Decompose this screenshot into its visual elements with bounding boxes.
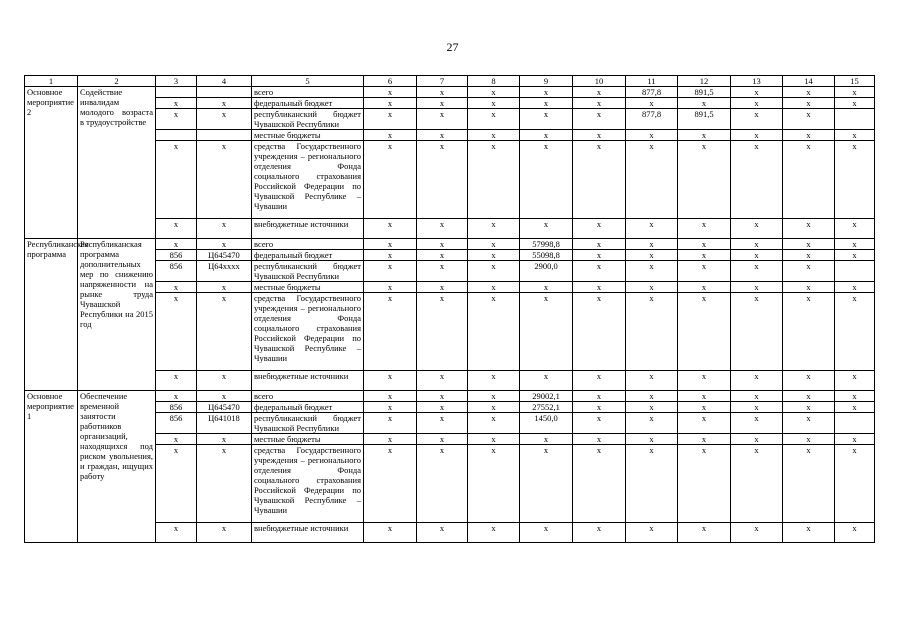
funding-source-cell: федеральный бюджет xyxy=(252,98,364,109)
code-cell: Ц64хххх xyxy=(197,261,252,282)
code-cell: x xyxy=(156,219,197,239)
value-cell: x xyxy=(520,141,573,219)
value-cell: x xyxy=(626,413,678,434)
value-cell: x xyxy=(520,434,573,445)
value-cell: x xyxy=(731,109,783,130)
value-cell: 27552,1 xyxy=(520,402,573,413)
funding-source-cell: всего xyxy=(252,391,364,402)
value-cell: x xyxy=(731,523,783,543)
measure-name-cell: Республиканская программа xyxy=(25,239,78,391)
value-cell: x xyxy=(783,87,835,98)
value-cell: x xyxy=(783,413,835,434)
value-cell: x xyxy=(678,413,731,434)
value-cell: x xyxy=(573,402,626,413)
code-cell: x xyxy=(197,141,252,219)
value-cell: 57998,8 xyxy=(520,239,573,250)
value-cell: x xyxy=(417,130,468,141)
value-cell: x xyxy=(468,293,520,371)
code-cell: x xyxy=(197,293,252,371)
value-cell: x xyxy=(573,445,626,523)
code-cell: x xyxy=(156,371,197,391)
value-cell: x xyxy=(835,434,875,445)
code-cell: x xyxy=(156,293,197,371)
value-cell: x xyxy=(573,434,626,445)
value-cell: x xyxy=(783,239,835,250)
value-cell: x xyxy=(417,523,468,543)
value-cell: x xyxy=(417,282,468,293)
value-cell: x xyxy=(783,434,835,445)
value-cell: x xyxy=(364,282,417,293)
funding-source-cell: всего xyxy=(252,87,364,98)
code-cell: 856 xyxy=(156,261,197,282)
code-cell: x xyxy=(156,141,197,219)
table-row xyxy=(25,391,875,402)
value-cell: x xyxy=(731,413,783,434)
code-cell: x xyxy=(197,239,252,250)
value-cell: x xyxy=(468,371,520,391)
value-cell: x xyxy=(783,130,835,141)
value-cell: x xyxy=(835,219,875,239)
value-cell: x xyxy=(626,250,678,261)
value-cell: x xyxy=(783,141,835,219)
measure-description-cell: Обеспечение временной занятости работников организаций, находящихся под риском увольнения, и граждан, ищущих работу xyxy=(78,391,156,543)
value-cell: x xyxy=(417,109,468,130)
value-cell: x xyxy=(678,293,731,371)
value-cell: x xyxy=(626,130,678,141)
value-cell: x xyxy=(417,219,468,239)
value-cell: x xyxy=(364,445,417,523)
funding-source-cell: внебюджетные источники xyxy=(252,219,364,239)
value-cell: x xyxy=(731,141,783,219)
funding-source-cell: средства Государственного учреждения – регионального отделения Фонда социального страхования Российской Федерации по Чувашской Республике – Чувашии xyxy=(252,141,364,219)
value-cell: x xyxy=(364,219,417,239)
funding-source-cell: местные бюджеты xyxy=(252,130,364,141)
value-cell: 1450,0 xyxy=(520,413,573,434)
value-cell: x xyxy=(573,87,626,98)
funding-source-cell: средства Государственного учреждения – регионального отделения Фонда социального страхования Российской Федерации по Чувашской Республике – Чувашии xyxy=(252,293,364,371)
value-cell: x xyxy=(364,261,417,282)
measure-name-cell: Основное мероприятие 2 xyxy=(25,87,78,239)
funding-source-cell: федеральный бюджет xyxy=(252,402,364,413)
value-cell: x xyxy=(468,445,520,523)
value-cell: x xyxy=(783,282,835,293)
value-cell: 891,5 xyxy=(678,87,731,98)
value-cell: x xyxy=(731,130,783,141)
value-cell: 29002,1 xyxy=(520,391,573,402)
value-cell: x xyxy=(835,523,875,543)
code-cell: x xyxy=(197,391,252,402)
value-cell: x xyxy=(468,219,520,239)
value-cell: x xyxy=(731,282,783,293)
header-cell: 14 xyxy=(783,76,835,87)
value-cell: x xyxy=(835,98,875,109)
value-cell: x xyxy=(364,109,417,130)
value-cell xyxy=(835,261,875,282)
code-cell: x xyxy=(156,391,197,402)
value-cell: x xyxy=(835,141,875,219)
code-cell: x xyxy=(197,282,252,293)
value-cell: x xyxy=(468,434,520,445)
value-cell: x xyxy=(364,523,417,543)
value-cell: x xyxy=(573,130,626,141)
value-cell: x xyxy=(468,523,520,543)
code-cell xyxy=(197,87,252,98)
value-cell: x xyxy=(835,130,875,141)
value-cell: x xyxy=(364,98,417,109)
value-cell: x xyxy=(520,293,573,371)
value-cell: x xyxy=(573,282,626,293)
code-cell: x xyxy=(156,239,197,250)
measure-description-cell: Содействие инвалидам молодого возраста в трудоустройстве xyxy=(78,87,156,239)
value-cell: x xyxy=(573,250,626,261)
value-cell: x xyxy=(364,141,417,219)
header-cell: 7 xyxy=(417,76,468,87)
value-cell: 877,8 xyxy=(626,109,678,130)
budget-table xyxy=(24,75,875,543)
funding-source-cell: всего xyxy=(252,239,364,250)
funding-source-cell: республиканский бюджет Чувашской Республики xyxy=(252,109,364,130)
value-cell: x xyxy=(468,402,520,413)
value-cell: x xyxy=(626,282,678,293)
value-cell: x xyxy=(468,87,520,98)
value-cell: x xyxy=(678,391,731,402)
value-cell: x xyxy=(520,282,573,293)
value-cell: x xyxy=(678,434,731,445)
table-row xyxy=(25,87,875,98)
value-cell: x xyxy=(731,250,783,261)
value-cell: x xyxy=(417,141,468,219)
value-cell: x xyxy=(573,523,626,543)
value-cell: x xyxy=(364,293,417,371)
value-cell: x xyxy=(626,434,678,445)
value-cell: x xyxy=(573,219,626,239)
code-cell: x xyxy=(197,219,252,239)
value-cell: x xyxy=(678,250,731,261)
value-cell: x xyxy=(573,261,626,282)
value-cell: x xyxy=(678,282,731,293)
code-cell xyxy=(156,130,197,141)
measure-description-cell: Республиканская программа дополнительных мер по снижению напряженности на рынке труда Чувашской Республики на 2015 год xyxy=(78,239,156,391)
value-cell: x xyxy=(573,413,626,434)
code-cell: x xyxy=(197,109,252,130)
value-cell: x xyxy=(468,239,520,250)
code-cell: 856 xyxy=(156,402,197,413)
value-cell: x xyxy=(520,445,573,523)
value-cell: x xyxy=(835,282,875,293)
header-cell: 15 xyxy=(835,76,875,87)
value-cell: x xyxy=(783,293,835,371)
code-cell: Ц641018 xyxy=(197,413,252,434)
value-cell: x xyxy=(783,109,835,130)
value-cell: x xyxy=(783,250,835,261)
value-cell: x xyxy=(417,413,468,434)
value-cell: x xyxy=(573,239,626,250)
value-cell: x xyxy=(678,98,731,109)
header-cell: 4 xyxy=(197,76,252,87)
value-cell: x xyxy=(417,250,468,261)
value-cell: x xyxy=(573,371,626,391)
value-cell: x xyxy=(573,109,626,130)
code-cell: x xyxy=(197,445,252,523)
header-cell: 12 xyxy=(678,76,731,87)
table-row xyxy=(25,239,875,250)
code-cell: x xyxy=(156,109,197,130)
value-cell: x xyxy=(835,445,875,523)
value-cell: x xyxy=(573,391,626,402)
value-cell: x xyxy=(626,219,678,239)
funding-source-cell: средства Государственного учреждения – регионального отделения Фонда социального страхования Российской Федерации по Чувашской Республике – Чувашии xyxy=(252,445,364,523)
value-cell: x xyxy=(678,130,731,141)
value-cell: x xyxy=(364,130,417,141)
value-cell: x xyxy=(520,219,573,239)
value-cell: x xyxy=(731,371,783,391)
code-cell: x xyxy=(156,282,197,293)
value-cell: x xyxy=(783,391,835,402)
value-cell: x xyxy=(417,391,468,402)
header-cell: 6 xyxy=(364,76,417,87)
funding-source-cell: федеральный бюджет xyxy=(252,250,364,261)
value-cell: x xyxy=(364,402,417,413)
code-cell: x xyxy=(156,434,197,445)
value-cell: x xyxy=(417,239,468,250)
header-cell: 13 xyxy=(731,76,783,87)
value-cell: x xyxy=(626,371,678,391)
value-cell xyxy=(835,109,875,130)
value-cell: x xyxy=(468,282,520,293)
value-cell: x xyxy=(573,141,626,219)
code-cell: Ц645470 xyxy=(197,250,252,261)
value-cell: x xyxy=(468,261,520,282)
value-cell: x xyxy=(417,402,468,413)
value-cell: x xyxy=(731,402,783,413)
value-cell: x xyxy=(731,445,783,523)
value-cell: x xyxy=(783,371,835,391)
value-cell: x xyxy=(626,141,678,219)
value-cell: x xyxy=(678,219,731,239)
page-number: 27 xyxy=(446,40,459,54)
value-cell: x xyxy=(364,87,417,98)
value-cell: x xyxy=(626,391,678,402)
code-cell: 856 xyxy=(156,250,197,261)
value-cell: x xyxy=(364,413,417,434)
value-cell: x xyxy=(468,98,520,109)
value-cell: 55098,8 xyxy=(520,250,573,261)
value-cell: x xyxy=(678,402,731,413)
value-cell: x xyxy=(835,239,875,250)
value-cell: 891,5 xyxy=(678,109,731,130)
header-cell: 8 xyxy=(468,76,520,87)
value-cell: x xyxy=(731,261,783,282)
value-cell: x xyxy=(731,434,783,445)
code-cell xyxy=(156,87,197,98)
value-cell: x xyxy=(364,250,417,261)
value-cell: 877,8 xyxy=(626,87,678,98)
funding-source-cell: местные бюджеты xyxy=(252,434,364,445)
value-cell: x xyxy=(783,261,835,282)
value-cell: x xyxy=(417,98,468,109)
value-cell: x xyxy=(573,98,626,109)
header-cell: 3 xyxy=(156,76,197,87)
value-cell: x xyxy=(417,371,468,391)
code-cell: x xyxy=(156,445,197,523)
value-cell: x xyxy=(835,402,875,413)
value-cell: x xyxy=(468,109,520,130)
code-cell: x xyxy=(156,523,197,543)
value-cell: x xyxy=(626,445,678,523)
value-cell: x xyxy=(835,87,875,98)
value-cell: x xyxy=(520,371,573,391)
header-cell: 5 xyxy=(252,76,364,87)
value-cell: x xyxy=(417,293,468,371)
header-cell: 11 xyxy=(626,76,678,87)
funding-source-cell: местные бюджеты xyxy=(252,282,364,293)
value-cell: x xyxy=(783,402,835,413)
value-cell: x xyxy=(835,250,875,261)
value-cell: x xyxy=(835,293,875,371)
code-cell: x xyxy=(197,434,252,445)
value-cell: x xyxy=(626,402,678,413)
funding-source-cell: внебюджетные источники xyxy=(252,371,364,391)
value-cell: x xyxy=(364,434,417,445)
value-cell: x xyxy=(364,391,417,402)
value-cell: x xyxy=(783,219,835,239)
header-cell: 1 xyxy=(25,76,78,87)
value-cell: x xyxy=(678,523,731,543)
value-cell: x xyxy=(678,445,731,523)
value-cell: x xyxy=(520,109,573,130)
code-cell: x xyxy=(197,371,252,391)
value-cell: x xyxy=(364,371,417,391)
value-cell: x xyxy=(468,250,520,261)
code-cell: Ц645470 xyxy=(197,402,252,413)
header-row xyxy=(25,76,875,87)
funding-source-cell: республиканский бюджет Чувашской Республики xyxy=(252,261,364,282)
value-cell: x xyxy=(678,371,731,391)
value-cell: x xyxy=(678,261,731,282)
value-cell: 2900,0 xyxy=(520,261,573,282)
value-cell: x xyxy=(626,98,678,109)
value-cell: x xyxy=(783,98,835,109)
funding-source-cell: внебюджетные источники xyxy=(252,523,364,543)
value-cell: x xyxy=(417,261,468,282)
value-cell: x xyxy=(520,87,573,98)
value-cell: x xyxy=(678,239,731,250)
value-cell: x xyxy=(626,523,678,543)
value-cell: x xyxy=(520,130,573,141)
code-cell: 856 xyxy=(156,413,197,434)
value-cell xyxy=(835,413,875,434)
value-cell: x xyxy=(468,130,520,141)
funding-source-cell: республиканский бюджет Чувашской Республики xyxy=(252,413,364,434)
value-cell: x xyxy=(520,98,573,109)
value-cell: x xyxy=(626,293,678,371)
value-cell: x xyxy=(626,261,678,282)
value-cell: x xyxy=(417,445,468,523)
value-cell: x xyxy=(678,141,731,219)
value-cell: x xyxy=(468,141,520,219)
code-cell: x xyxy=(197,523,252,543)
value-cell: x xyxy=(731,87,783,98)
value-cell: x xyxy=(783,523,835,543)
code-cell xyxy=(197,130,252,141)
value-cell: x xyxy=(731,219,783,239)
value-cell: x xyxy=(835,391,875,402)
value-cell: x xyxy=(626,239,678,250)
value-cell: x xyxy=(731,98,783,109)
value-cell: x xyxy=(573,293,626,371)
value-cell: x xyxy=(468,391,520,402)
code-cell: x xyxy=(156,98,197,109)
code-cell: x xyxy=(197,98,252,109)
value-cell: x xyxy=(468,413,520,434)
header-cell: 9 xyxy=(520,76,573,87)
header-cell: 10 xyxy=(573,76,626,87)
header-cell: 2 xyxy=(78,76,156,87)
value-cell: x xyxy=(731,293,783,371)
value-cell: x xyxy=(364,239,417,250)
value-cell: x xyxy=(520,523,573,543)
value-cell: x xyxy=(417,434,468,445)
value-cell: x xyxy=(731,391,783,402)
value-cell: x xyxy=(783,445,835,523)
value-cell: x xyxy=(731,239,783,250)
value-cell: x xyxy=(835,371,875,391)
measure-name-cell: Основное мероприятие 1 xyxy=(25,391,78,543)
value-cell: x xyxy=(417,87,468,98)
